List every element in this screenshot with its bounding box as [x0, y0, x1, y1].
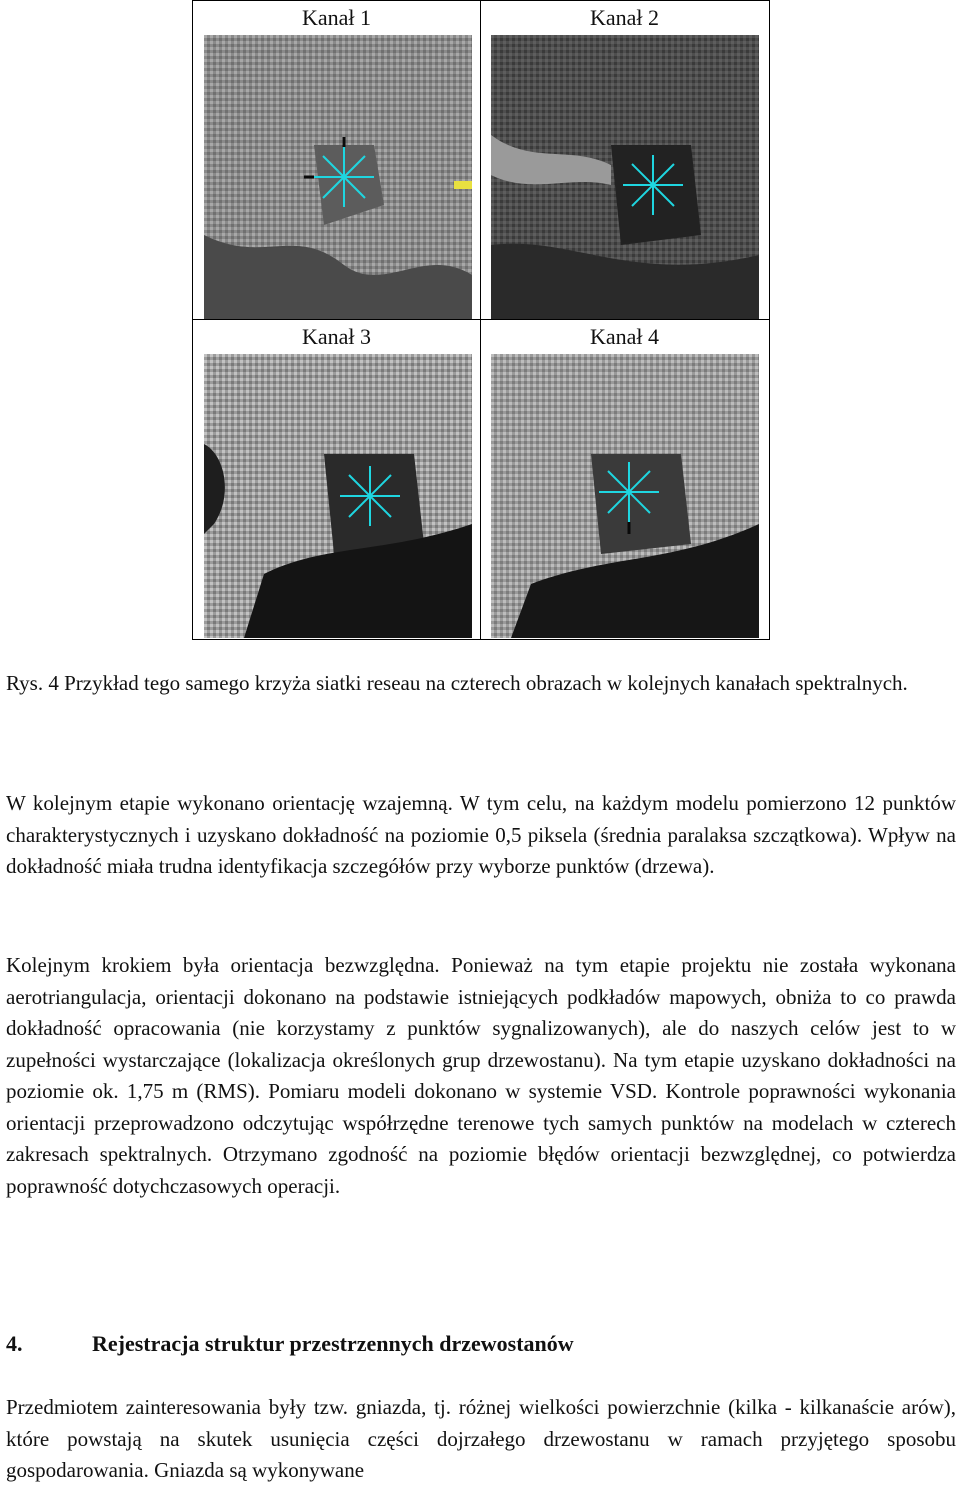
channel-4-label: Kanał 4 — [589, 324, 660, 349]
section-title: Rejestracja struktur przestrzennych drzewostanów — [92, 1331, 574, 1356]
channel-4-image — [491, 354, 759, 638]
channel-3-image — [204, 354, 472, 638]
channel-1-image — [204, 35, 472, 319]
figure-caption: Rys. 4 Przykład tego samego krzyża siatki reseau na czterech obrazach w kolejnych kanałach spektralnych. — [6, 671, 908, 695]
paragraph-absolute-orientation: Kolejnym krokiem była orientacja bezwzględna. Ponieważ na tym etapie projektu nie została wykonana aerotriangulacja, orientacji dokonano na podstawie istniejących podkładów mapowych, obniża to co prawda dokładność opracowania (nie korzystamy z punktów sygnalizowanych), ale do naszych celów jest to w zupełności wystarczające (lokalizacja określonych grup drzewostanu). Na tym etapie uzyskano dokładności na poziomie ok. 1,75 m (RMS). Pomiaru modeli dokonano w systemie VSD. Kontrole poprawności wykonania orientacji przeprowadzono odczytując współrzędne terenowe tych samych punktów na modelach w czterech zakresach spektralnych. Otrzymano zgodność na poziomie błędów orientacji bezwzględnej, co potwierdza poprawność dotychczasowych operacji. — [6, 953, 956, 1198]
figure-table — [192, 0, 770, 640]
channel-2-image — [491, 35, 759, 319]
section-number: 4. — [6, 1331, 23, 1356]
paragraph-gaps: Przedmiotem zainteresowania były tzw. gniazda, tj. różnej wielkości powierzchnie (kilka - kilkanaście arów), które powstają na skutek usunięcia części dojrzałego drzewostanu w ramach przyjętego sposobu gospodarowania. Gniazda są wykonywane — [6, 1395, 956, 1482]
reseau-cross-icon — [340, 466, 400, 526]
paragraph-relative-orientation: W kolejnym etapie wykonano orientację wzajemną. W tym celu, na każdym modelu pomierzono 12 punktów charakterystycznych i uzyskano dokładność na poziomie 0,5 piksela (średnia paralaksa szczątkowa). Wpływ na dokładność miała trudna identyfikacja szczegółów przy wyborze punktów (drzewa). — [6, 791, 956, 878]
channel-1-label: Kanał 1 — [301, 5, 372, 30]
reseau-cross-icon — [623, 155, 683, 215]
channel-3-label: Kanał 3 — [301, 324, 372, 349]
channel-2-label: Kanał 2 — [589, 5, 660, 30]
section-heading — [6, 1328, 574, 1360]
